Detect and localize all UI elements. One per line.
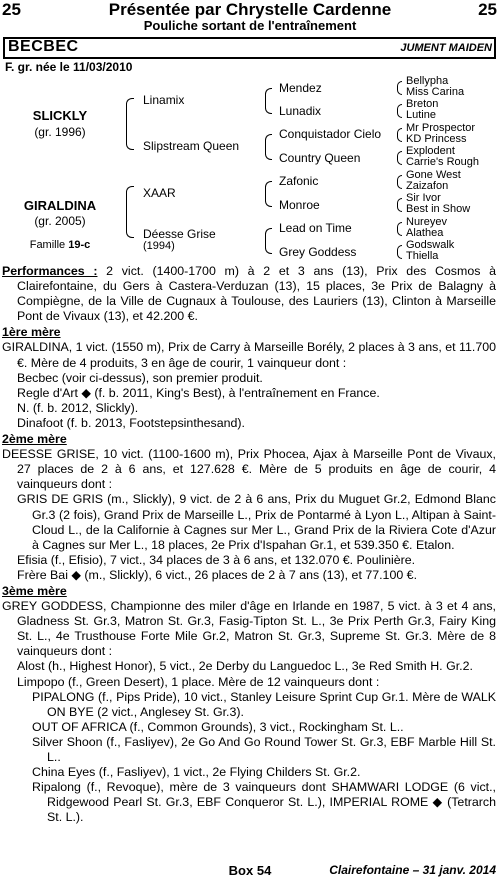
gen4-item: Zaizafon [406, 180, 449, 192]
sire-name: SLICKLY [32, 108, 88, 123]
gen4-brace [397, 104, 402, 118]
gen4-item: Gone West [406, 169, 461, 181]
gen3-brace [265, 228, 272, 254]
gen3-item: Grey Goddess [279, 245, 357, 259]
mere3-line: PIPALONG (f., Pips Pride), 10 vict., Stanley Leisure Sprint Cup Gr.1. Mère de WALK ON BYE (2 vict., Anglesey St. Gr.3). [32, 689, 496, 719]
horse-birth: F. gr. née le 11/03/2010 [5, 60, 133, 74]
sale-info: Clairefontaine – 31 janv. 2014 [329, 863, 496, 877]
gen4-brace [397, 198, 402, 212]
gen3-item: Zafonic [279, 174, 319, 188]
section-heading-mere2: 2ème mère [2, 432, 67, 447]
mere1-line: GIRALDINA, 1 vict. (1550 m), Prix de Carry à Marseille Borély, 2 places à 3 ans, et 11.700 €. Mère de 4 produits, 3 en âge de courir, 1 vainqueur dont : [2, 340, 496, 370]
gen4-brace [397, 128, 402, 142]
gen2-item: XAAR [143, 186, 176, 200]
page-title: Présentée par Chrystelle Cardenne [108, 0, 392, 19]
sire-brace [126, 98, 134, 150]
gen4-item: Breton [406, 98, 439, 110]
section-heading-mere3: 3ème mère [2, 583, 67, 598]
gen4-brace [397, 175, 402, 189]
gen4-brace [397, 222, 402, 236]
mere2-line: DEESSE GRISE, 10 vict. (1100-1600 m), Prix Phocea, Ajax à Marseille Pont de Vivaux, 27 places de 2 à 6 ans, et 127.628 €. Mère de 5 produits en âge de courir, 4 vainqueurs dont : [2, 447, 496, 492]
gen3-item: Lunadix [279, 104, 322, 118]
mere3-line: GREY GODDESS, Championne des miler d'âge en Irlande en 1987, 5 vict. à 3 et 4 ans, Gladness St. Gr.3, Matron St. Gr.3, Fasig-Tipton St. L., 3e Prix Perth Gr.3, Fairy King St. L., 4e Trusthouse Forte Mile Gr.2, Matron St. Gr.3, Supreme St. Gr.3. Mère de 8 vainqueurs dont : [2, 599, 496, 659]
gen2-item: Slipstream Queen [143, 139, 240, 153]
lot-number-left: 25 [2, 0, 21, 19]
gen3-item: Lead on Time [279, 221, 352, 235]
catalogue-body [2, 264, 496, 825]
mere3-line: Limpopo (f., Green Desert), 1 place. Mère de 12 vainqueurs dont : [17, 674, 380, 689]
gen4-item: Best in Show [406, 203, 471, 215]
mere1-line: Becbec (voir ci-dessus), son premier produit. [17, 370, 263, 385]
mere2-line: Efisia (f., Efisio), 7 vict., 34 places de 3 à 6 ans, et 132.070 €. Poulinière. [17, 552, 416, 567]
horse-type: JUMENT MAIDEN [400, 42, 492, 54]
gen3-item: Mendez [279, 81, 322, 95]
gen4-item: Mr Prospector [406, 122, 476, 134]
mere1-line: Dinafoot (f. b. 2013, Footstepsinthesand). [17, 415, 245, 430]
gen3-brace [265, 181, 272, 207]
gen2-item: (1994) [143, 240, 175, 252]
gen3-item: Conquistador Cielo [279, 127, 382, 141]
gen2-item: Linamix [143, 93, 185, 107]
page-subtitle: Pouliche sortant de l'entraînement [143, 18, 357, 33]
mere3-line: Alost (h., Highest Honor), 5 vict., 2e Derby du Languedoc L., 3e Red Smith H. Gr.2. [17, 659, 473, 674]
mere3-line: OUT OF AFRICA (f., Common Grounds), 3 vict., Rockingham St. L.. [32, 719, 404, 734]
family: Famille 19-c [29, 239, 91, 251]
gen4-brace [397, 245, 402, 259]
sire-year: (gr. 1996) [34, 125, 86, 139]
performances: Performances : 2 vict. (1400-1700 m) à 2 et 3 ans (13), Prix des Cosmos à Clairefontaine, du Gers à Castera-Verduzan (13), 15 places, 3e Prix de Balagny à Compiègne, de la Ville de Cugnaux à Toulouse, des Lauriers (13), Clinton à Marseille Pont de Vivaux (13), et 42.200 €. [2, 264, 496, 324]
gen4-item: Godswalk [406, 239, 455, 251]
mere1-line: N. (f. b. 2012, Slickly). [17, 400, 139, 415]
gen3-item: Monroe [279, 198, 320, 212]
mere2-line: GRIS DE GRIS (m., Slickly), 9 vict. de 2 à 6 ans, Prix du Muguet Gr.2, Edmond Blanc Gr.3 (2 fois), Grand Prix de Marseille L., Prix de Pontarmé à Lyon L., Altipan à Saint-Cloud L., de la Californie à Cagnes sur Mer L., Grand Prix de la Riviera Cote d'Azur à Cagnes sur Mer L., 18 places, 2e Prix d'Ispahan Gr.1, et 539.350 €. Etalon. [17, 492, 496, 552]
gen3-brace [265, 88, 272, 114]
lot-number-right: 25 [478, 0, 497, 19]
gen4-brace [397, 151, 402, 165]
mere1-line: Regle d'Art ◆ (f. b. 2011, King's Best), à l'entraînement en France. [17, 385, 380, 400]
gen4-item: Carrie's Rough [406, 156, 480, 168]
gen4-item: Sir Ivor [406, 192, 441, 204]
gen2-item: Déesse Grise [143, 227, 216, 241]
gen4-item: Bellypha [406, 75, 449, 87]
gen4-item: Miss Carina [406, 86, 465, 98]
mere3-line: China Eyes (f., Fasliyev), 1 vict., 2e Flying Childers St. Gr.2. [32, 765, 361, 780]
horse-name: BECBEC [8, 38, 79, 55]
gen4-item: Alathea [406, 227, 444, 239]
dam-brace [126, 186, 134, 238]
mere3-line: Ripalong (f., Revoque), mère de 3 vainqueurs dont SHAMWARI LODGE (6 vict., Ridgewood Pearl St. Gr.3, EBF Conqueror St. L.), IMPERIAL ROME ◆ (Tetrarch St. L.). [32, 780, 496, 825]
gen4-brace [397, 81, 402, 95]
gen3-item: Country Queen [279, 151, 361, 165]
box-number: Box 54 [228, 863, 272, 878]
mere3-line: Silver Shoon (f., Fasliyev), 2e Go And Go Round Tower St. Gr.3, EBF Marble Hill St. L.. [32, 734, 496, 764]
gen4-item: Explodent [406, 145, 455, 157]
gen4-item: Thiella [406, 250, 439, 262]
gen4-item: KD Princess [406, 133, 467, 145]
gen4-item: Lutine [406, 109, 436, 121]
gen4-item: Nureyev [406, 216, 447, 228]
dam-year: (gr. 2005) [34, 214, 86, 228]
dam-name: GIRALDINA [23, 198, 97, 213]
section-heading-mere1: 1ère mère [2, 325, 61, 340]
gen3-brace [265, 134, 272, 160]
mere2-line: Frère Bai ◆ (m., Slickly), 6 vict., 26 places de 2 à 7 ans (13), et 77.100 €. [17, 567, 418, 582]
